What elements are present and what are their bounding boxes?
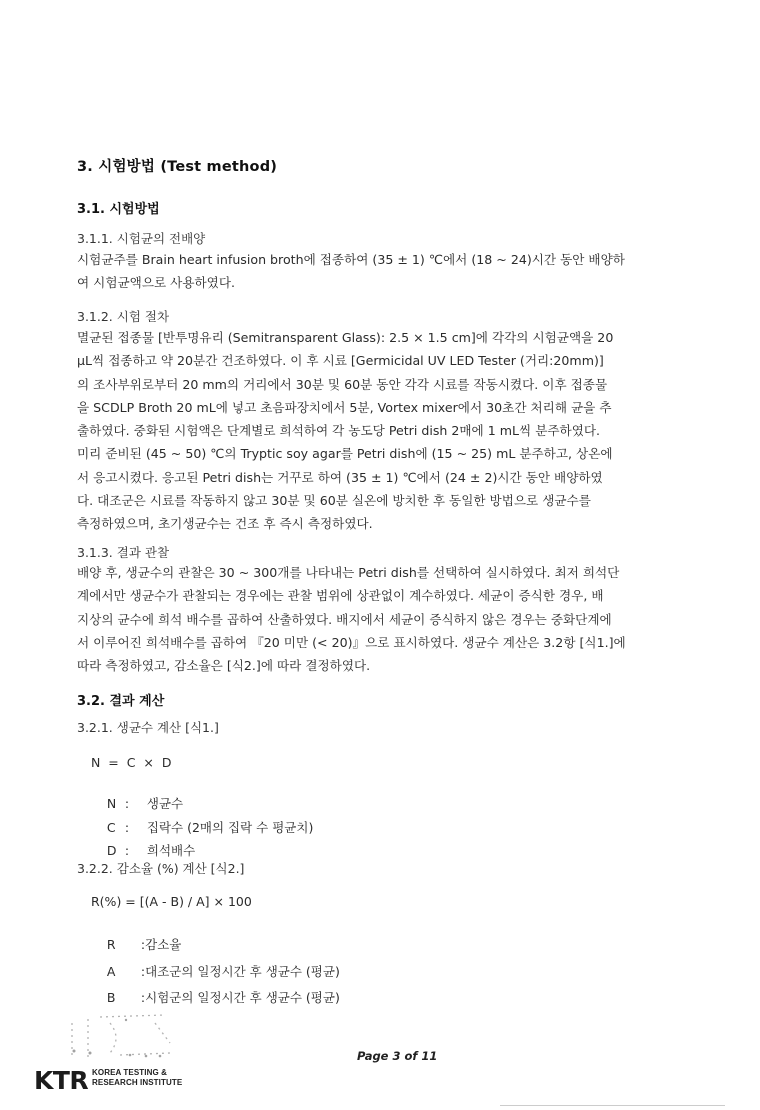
def-colon: :: [140, 964, 146, 979]
def-colon: :: [140, 990, 146, 1005]
subsection-title-3-1: 3.1. 시험방법: [77, 202, 160, 217]
text-line: 출하였다. 중화된 시험액은 단계별로 희석하여 각 농도당 Petri dish 2매에 1 mL씩 분주하였다.: [77, 423, 601, 439]
ktr-logo-text: [92, 1068, 182, 1088]
text-line: 다. 대조군은 시료를 작동하지 않고 30분 및 60분 실온에 방치한 후 동일한 방법으로 생균수를: [77, 493, 591, 509]
def-desc: 대조군의 일정시간 후 생균수 (평균): [145, 964, 340, 979]
text-line: 측정하였으며, 초기생균수는 건조 후 즉시 측정하였다.: [77, 516, 373, 532]
heading-3-1-3: 3.1.3. 결과 관찰: [77, 545, 170, 560]
page-number: Page 3 of 11: [357, 1049, 438, 1063]
text-line: 서 응고시켰다. 응고된 Petri dish는 거꾸로 하여 (35 ± 1) ℃에서 (24 ± 2)시간 동안 배양하였: [77, 469, 603, 485]
text-line: μL씩 접종하고 약 20분간 건조하였다. 이 후 시료 [Germicidal UV LED Tester (거리:20mm)]: [77, 353, 604, 369]
def-desc: 생균수: [146, 796, 184, 811]
text-line: 서 이루어진 희석배수를 곱하여 『20 미만 (< 20)』으로 표시하였다. 생균수 계산은 3.2항 [식1.]에: [77, 634, 626, 650]
text-line: 시험균주를 Brain heart infusion broth에 접종하여 (35 ± 1) ℃에서 (18 ~ 24)시간 동안 배양하: [77, 252, 625, 267]
heading-3-1-2: 3.1.2. 시험 절차: [77, 309, 170, 324]
def-symbol: D: [106, 843, 117, 858]
heading-3-1-1: 3.1.1. 시험균의 전배양: [77, 231, 206, 246]
ktr-logo-mark: KTR: [34, 1066, 89, 1095]
text-line: 여 시험균액으로 사용하였다.: [77, 275, 235, 291]
footer-divider: [500, 1105, 725, 1106]
text-line: 멸균된 접종물 [반투명유리 (Semitransparent Glass): 2.5 × 1.5 cm]에 각각의 시험균액을 20: [77, 330, 614, 345]
text-line: 미리 준비된 (45 ~ 50) ℃의 Tryptic soy agar를 Petri dish에 (15 ~ 25) mL 분주하고, 상온에: [77, 446, 613, 462]
def-colon: :: [124, 843, 130, 858]
logo-line-1: KOREA TESTING &: [92, 1068, 167, 1077]
def-symbol: N: [106, 796, 117, 811]
subsection-title-3-2: 3.2. 결과 계산: [77, 694, 165, 709]
heading-3-2-2: 3.2.2. 감소율 (%) 계산 [식2.]: [77, 861, 245, 876]
paragraph-3-1-2: [77, 326, 709, 536]
text-line: 따라 측정하였고, 감소율은 [식2.]에 따라 결정하였다.: [77, 658, 371, 674]
def-symbol: B: [106, 990, 116, 1005]
formula-1: N = C × D: [91, 755, 172, 770]
logo-line-2: RESEARCH INSTITUTE: [92, 1078, 183, 1087]
def-desc: 희석배수: [146, 843, 196, 858]
def-colon: :: [124, 796, 130, 811]
def-symbol: C: [106, 820, 116, 835]
def-desc: 시험군의 일정시간 후 생균수 (평균): [145, 990, 340, 1005]
def-desc: 집락수 (2매의 집락 수 평균치): [146, 820, 314, 835]
def-symbol: R: [106, 937, 116, 952]
section-title-test-method: 3. 시험방법 (Test method): [77, 159, 278, 175]
text-line: 을 SCDLP Broth 20 mL에 넣고 초음파장치에서 5분, Vortex mixer에서 30초간 처리해 균을 추: [77, 399, 612, 415]
watermark-seal-icon: [60, 993, 190, 1063]
def-colon: :: [124, 820, 130, 835]
paragraph-3-1-1: [77, 248, 709, 295]
text-line: 지상의 균수에 희석 배수를 곱하여 산출하였다. 배지에서 세균이 증식하지 않은 경우는 중화단계에: [77, 611, 612, 627]
def-colon: :: [140, 937, 146, 952]
formula-2: R(%) = [(A - B) / A] × 100: [91, 894, 252, 909]
text-line: 계에서만 생균수가 관찰되는 경우에는 관찰 범위에 상관없이 계수하였다. 세균이 증식한 경우, 배: [77, 588, 604, 604]
text-line: 의 조사부위로부터 20 mm의 거리에서 30분 및 60분 동안 각각 시료를 작동시켰다. 이후 접종물: [77, 376, 608, 392]
heading-3-2-1: 3.2.1. 생균수 계산 [식1.]: [77, 720, 219, 735]
paragraph-3-1-3: [77, 561, 709, 677]
def-desc: 감소율: [145, 937, 182, 952]
def-symbol: A: [106, 964, 116, 979]
text-line: 배양 후, 생균수의 관찰은 30 ~ 300개를 나타내는 Petri dish를 선택하여 실시하였다. 최저 희석단: [77, 565, 620, 580]
